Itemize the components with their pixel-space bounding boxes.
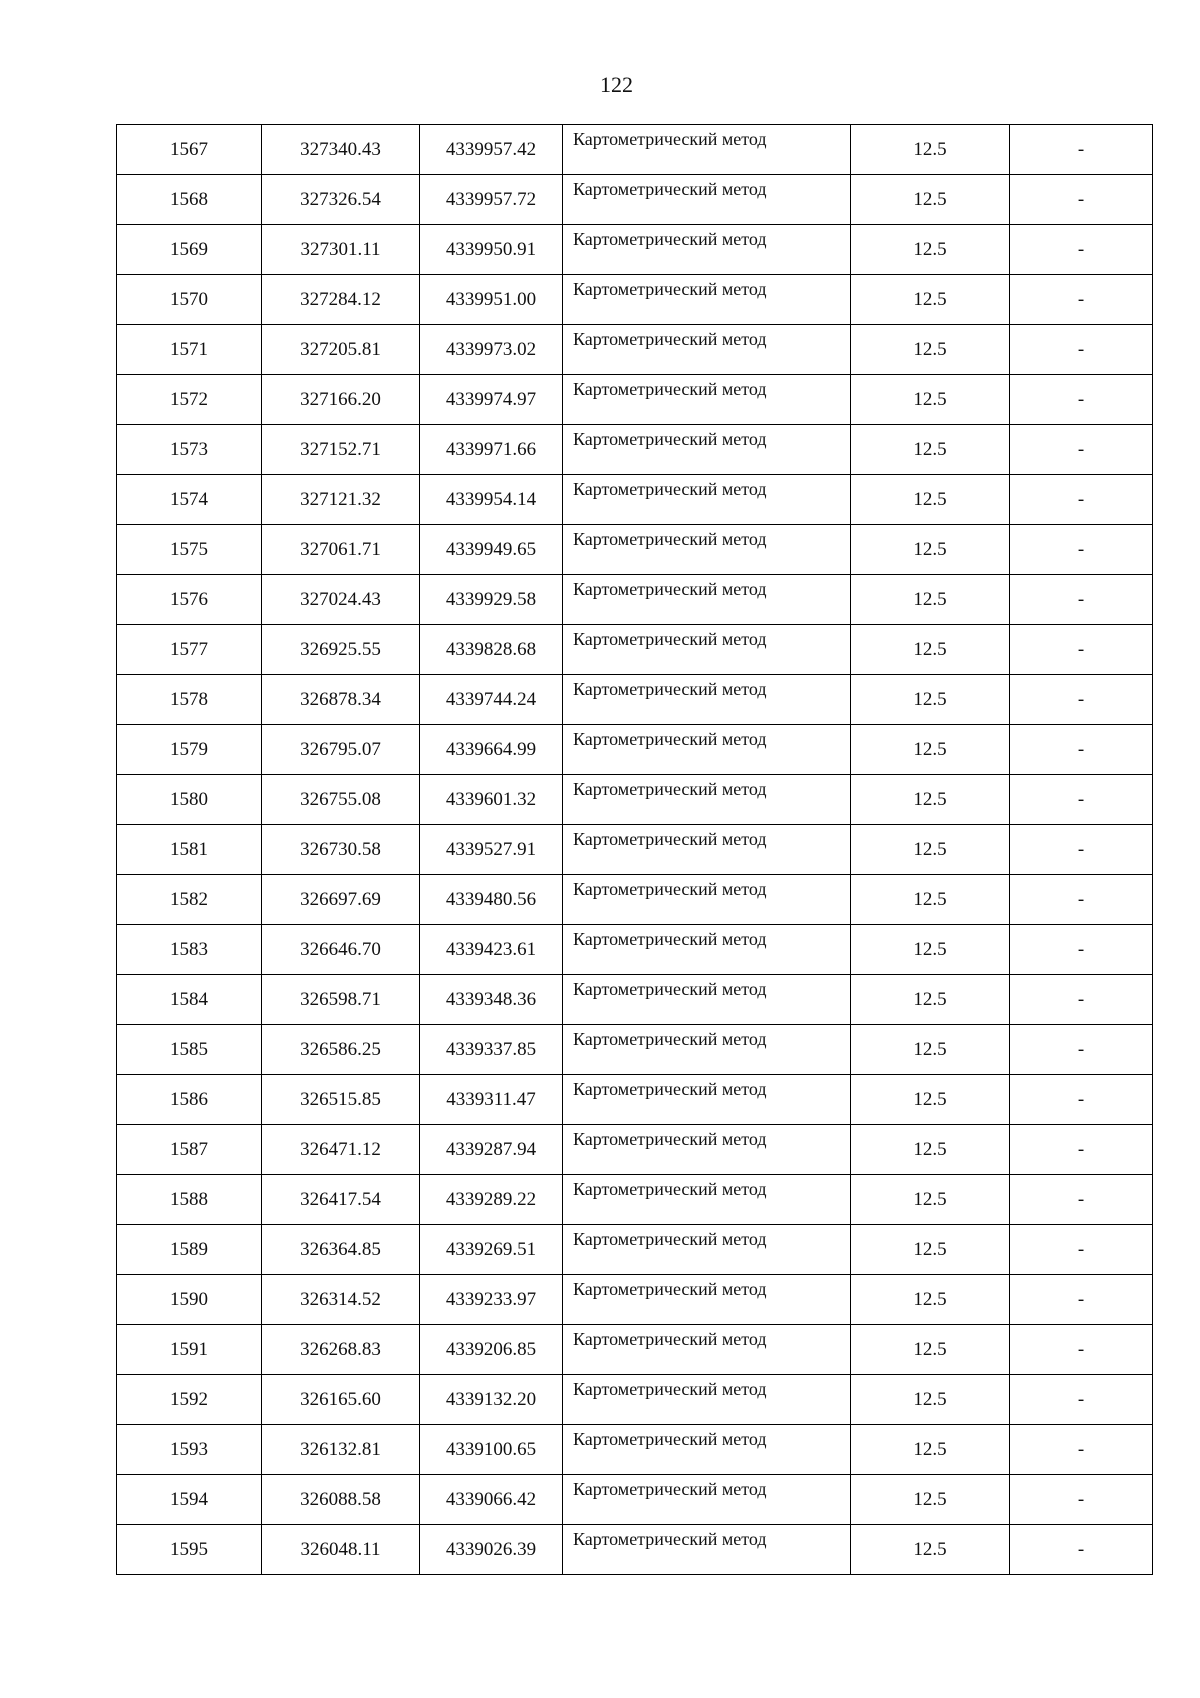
- point-number-cell: 1575: [117, 525, 262, 575]
- y-coordinate-cell: 4339951.00: [420, 275, 563, 325]
- x-coordinate-cell: 326515.85: [262, 1075, 420, 1125]
- note-cell: -: [1010, 1475, 1153, 1525]
- accuracy-cell: 12.5: [851, 1175, 1010, 1225]
- note-cell: -: [1010, 725, 1153, 775]
- note-cell: -: [1010, 1325, 1153, 1375]
- accuracy-cell: 12.5: [851, 1325, 1010, 1375]
- x-coordinate-cell: 326586.25: [262, 1025, 420, 1075]
- table-row: [117, 1125, 1153, 1175]
- method-cell: Картометрический метод: [563, 375, 851, 425]
- table-row: [117, 275, 1153, 325]
- accuracy-cell: 12.5: [851, 925, 1010, 975]
- note-cell: -: [1010, 825, 1153, 875]
- method-cell: Картометрический метод: [563, 1275, 851, 1325]
- note-cell: -: [1010, 1125, 1153, 1175]
- x-coordinate-cell: 326048.11: [262, 1525, 420, 1575]
- x-coordinate-cell: 326364.85: [262, 1225, 420, 1275]
- y-coordinate-cell: 4339132.20: [420, 1375, 563, 1425]
- y-coordinate-cell: 4339287.94: [420, 1125, 563, 1175]
- method-cell: Картометрический метод: [563, 575, 851, 625]
- method-cell: Картометрический метод: [563, 125, 851, 175]
- point-number-cell: 1579: [117, 725, 262, 775]
- note-cell: -: [1010, 975, 1153, 1025]
- table-row: [117, 675, 1153, 725]
- accuracy-cell: 12.5: [851, 425, 1010, 475]
- point-number-cell: 1593: [117, 1425, 262, 1475]
- y-coordinate-cell: 4339974.97: [420, 375, 563, 425]
- accuracy-cell: 12.5: [851, 575, 1010, 625]
- accuracy-cell: 12.5: [851, 1475, 1010, 1525]
- coordinates-table: [116, 124, 1153, 1575]
- note-cell: -: [1010, 425, 1153, 475]
- note-cell: -: [1010, 1225, 1153, 1275]
- accuracy-cell: 12.5: [851, 1125, 1010, 1175]
- x-coordinate-cell: 326314.52: [262, 1275, 420, 1325]
- table-row: [117, 475, 1153, 525]
- note-cell: -: [1010, 1525, 1153, 1575]
- y-coordinate-cell: 4339269.51: [420, 1225, 563, 1275]
- note-cell: -: [1010, 875, 1153, 925]
- y-coordinate-cell: 4339949.65: [420, 525, 563, 575]
- point-number-cell: 1568: [117, 175, 262, 225]
- accuracy-cell: 12.5: [851, 1025, 1010, 1075]
- method-cell: Картометрический метод: [563, 1325, 851, 1375]
- note-cell: -: [1010, 625, 1153, 675]
- method-cell: Картометрический метод: [563, 1475, 851, 1525]
- point-number-cell: 1582: [117, 875, 262, 925]
- method-cell: Картометрический метод: [563, 1125, 851, 1175]
- table-row: [117, 375, 1153, 425]
- accuracy-cell: 12.5: [851, 675, 1010, 725]
- method-cell: Картометрический метод: [563, 175, 851, 225]
- x-coordinate-cell: 327340.43: [262, 125, 420, 175]
- table-row: [117, 1025, 1153, 1075]
- x-coordinate-cell: 327121.32: [262, 475, 420, 525]
- method-cell: Картометрический метод: [563, 1075, 851, 1125]
- accuracy-cell: 12.5: [851, 525, 1010, 575]
- note-cell: -: [1010, 275, 1153, 325]
- y-coordinate-cell: 4339311.47: [420, 1075, 563, 1125]
- method-cell: Картометрический метод: [563, 925, 851, 975]
- y-coordinate-cell: 4339233.97: [420, 1275, 563, 1325]
- table-row: [117, 175, 1153, 225]
- y-coordinate-cell: 4339289.22: [420, 1175, 563, 1225]
- x-coordinate-cell: 326598.71: [262, 975, 420, 1025]
- x-coordinate-cell: 327024.43: [262, 575, 420, 625]
- x-coordinate-cell: 327061.71: [262, 525, 420, 575]
- point-number-cell: 1584: [117, 975, 262, 1025]
- x-coordinate-cell: 327326.54: [262, 175, 420, 225]
- table-row: [117, 625, 1153, 675]
- x-coordinate-cell: 327301.11: [262, 225, 420, 275]
- y-coordinate-cell: 4339664.99: [420, 725, 563, 775]
- note-cell: -: [1010, 225, 1153, 275]
- accuracy-cell: 12.5: [851, 225, 1010, 275]
- table-row: [117, 525, 1153, 575]
- page-number: 122: [600, 72, 633, 97]
- point-number-cell: 1578: [117, 675, 262, 725]
- table-row: [117, 325, 1153, 375]
- y-coordinate-cell: 4339527.91: [420, 825, 563, 875]
- y-coordinate-cell: 4339026.39: [420, 1525, 563, 1575]
- note-cell: -: [1010, 675, 1153, 725]
- method-cell: Картометрический метод: [563, 1525, 851, 1575]
- y-coordinate-cell: 4339957.72: [420, 175, 563, 225]
- point-number-cell: 1573: [117, 425, 262, 475]
- point-number-cell: 1592: [117, 1375, 262, 1425]
- table-row: [117, 1325, 1153, 1375]
- method-cell: Картометрический метод: [563, 225, 851, 275]
- accuracy-cell: 12.5: [851, 175, 1010, 225]
- accuracy-cell: 12.5: [851, 1075, 1010, 1125]
- method-cell: Картометрический метод: [563, 625, 851, 675]
- x-coordinate-cell: 326878.34: [262, 675, 420, 725]
- method-cell: Картометрический метод: [563, 1175, 851, 1225]
- point-number-cell: 1591: [117, 1325, 262, 1375]
- accuracy-cell: 12.5: [851, 825, 1010, 875]
- note-cell: -: [1010, 1175, 1153, 1225]
- x-coordinate-cell: 326471.12: [262, 1125, 420, 1175]
- y-coordinate-cell: 4339337.85: [420, 1025, 563, 1075]
- method-cell: Картометрический метод: [563, 1425, 851, 1475]
- note-cell: -: [1010, 925, 1153, 975]
- table-row: [117, 575, 1153, 625]
- accuracy-cell: 12.5: [851, 275, 1010, 325]
- x-coordinate-cell: 327152.71: [262, 425, 420, 475]
- accuracy-cell: 12.5: [851, 1425, 1010, 1475]
- point-number-cell: 1574: [117, 475, 262, 525]
- note-cell: -: [1010, 1375, 1153, 1425]
- note-cell: -: [1010, 1075, 1153, 1125]
- point-number-cell: 1576: [117, 575, 262, 625]
- x-coordinate-cell: 326088.58: [262, 1475, 420, 1525]
- point-number-cell: 1569: [117, 225, 262, 275]
- x-coordinate-cell: 326795.07: [262, 725, 420, 775]
- note-cell: -: [1010, 1275, 1153, 1325]
- note-cell: -: [1010, 1425, 1153, 1475]
- method-cell: Картометрический метод: [563, 475, 851, 525]
- method-cell: Картометрический метод: [563, 1025, 851, 1075]
- point-number-cell: 1588: [117, 1175, 262, 1225]
- x-coordinate-cell: 326730.58: [262, 825, 420, 875]
- table-row: [117, 925, 1153, 975]
- note-cell: -: [1010, 175, 1153, 225]
- method-cell: Картометрический метод: [563, 825, 851, 875]
- table-row: [117, 725, 1153, 775]
- x-coordinate-cell: 327205.81: [262, 325, 420, 375]
- x-coordinate-cell: 327166.20: [262, 375, 420, 425]
- table-row: [117, 875, 1153, 925]
- note-cell: -: [1010, 325, 1153, 375]
- x-coordinate-cell: 326268.83: [262, 1325, 420, 1375]
- point-number-cell: 1589: [117, 1225, 262, 1275]
- method-cell: Картометрический метод: [563, 675, 851, 725]
- accuracy-cell: 12.5: [851, 1525, 1010, 1575]
- accuracy-cell: 12.5: [851, 725, 1010, 775]
- accuracy-cell: 12.5: [851, 1225, 1010, 1275]
- method-cell: Картометрический метод: [563, 425, 851, 475]
- y-coordinate-cell: 4339971.66: [420, 425, 563, 475]
- point-number-cell: 1585: [117, 1025, 262, 1075]
- y-coordinate-cell: 4339954.14: [420, 475, 563, 525]
- point-number-cell: 1583: [117, 925, 262, 975]
- x-coordinate-cell: 326417.54: [262, 1175, 420, 1225]
- note-cell: -: [1010, 525, 1153, 575]
- table-row: [117, 825, 1153, 875]
- point-number-cell: 1587: [117, 1125, 262, 1175]
- method-cell: Картометрический метод: [563, 875, 851, 925]
- table-row: [117, 425, 1153, 475]
- table-row: [117, 1375, 1153, 1425]
- table-row: [117, 1525, 1153, 1575]
- table-row: [117, 975, 1153, 1025]
- table-row: [117, 1425, 1153, 1475]
- method-cell: Картометрический метод: [563, 525, 851, 575]
- accuracy-cell: 12.5: [851, 125, 1010, 175]
- method-cell: Картометрический метод: [563, 725, 851, 775]
- x-coordinate-cell: 327284.12: [262, 275, 420, 325]
- accuracy-cell: 12.5: [851, 775, 1010, 825]
- x-coordinate-cell: 326132.81: [262, 1425, 420, 1475]
- point-number-cell: 1571: [117, 325, 262, 375]
- x-coordinate-cell: 326925.55: [262, 625, 420, 675]
- note-cell: -: [1010, 575, 1153, 625]
- accuracy-cell: 12.5: [851, 475, 1010, 525]
- point-number-cell: 1567: [117, 125, 262, 175]
- y-coordinate-cell: 4339206.85: [420, 1325, 563, 1375]
- point-number-cell: 1581: [117, 825, 262, 875]
- x-coordinate-cell: 326697.69: [262, 875, 420, 925]
- method-cell: Картометрический метод: [563, 1225, 851, 1275]
- table-row: [117, 225, 1153, 275]
- x-coordinate-cell: 326755.08: [262, 775, 420, 825]
- table-row: [117, 1225, 1153, 1275]
- method-cell: Картометрический метод: [563, 275, 851, 325]
- x-coordinate-cell: 326165.60: [262, 1375, 420, 1425]
- point-number-cell: 1577: [117, 625, 262, 675]
- point-number-cell: 1590: [117, 1275, 262, 1325]
- y-coordinate-cell: 4339423.61: [420, 925, 563, 975]
- coordinates-table-body: [117, 125, 1153, 1575]
- method-cell: Картометрический метод: [563, 975, 851, 1025]
- point-number-cell: 1594: [117, 1475, 262, 1525]
- point-number-cell: 1580: [117, 775, 262, 825]
- accuracy-cell: 12.5: [851, 325, 1010, 375]
- accuracy-cell: 12.5: [851, 875, 1010, 925]
- x-coordinate-cell: 326646.70: [262, 925, 420, 975]
- y-coordinate-cell: 4339066.42: [420, 1475, 563, 1525]
- accuracy-cell: 12.5: [851, 625, 1010, 675]
- note-cell: -: [1010, 1025, 1153, 1075]
- y-coordinate-cell: 4339744.24: [420, 675, 563, 725]
- table-row: [117, 1075, 1153, 1125]
- point-number-cell: 1572: [117, 375, 262, 425]
- point-number-cell: 1586: [117, 1075, 262, 1125]
- y-coordinate-cell: 4339828.68: [420, 625, 563, 675]
- note-cell: -: [1010, 375, 1153, 425]
- y-coordinate-cell: 4339957.42: [420, 125, 563, 175]
- table-row: [117, 1475, 1153, 1525]
- y-coordinate-cell: 4339973.02: [420, 325, 563, 375]
- table-row: [117, 125, 1153, 175]
- y-coordinate-cell: 4339950.91: [420, 225, 563, 275]
- accuracy-cell: 12.5: [851, 1275, 1010, 1325]
- method-cell: Картометрический метод: [563, 775, 851, 825]
- table-row: [117, 1175, 1153, 1225]
- note-cell: -: [1010, 475, 1153, 525]
- point-number-cell: 1595: [117, 1525, 262, 1575]
- y-coordinate-cell: 4339100.65: [420, 1425, 563, 1475]
- method-cell: Картометрический метод: [563, 1375, 851, 1425]
- y-coordinate-cell: 4339480.56: [420, 875, 563, 925]
- method-cell: Картометрический метод: [563, 325, 851, 375]
- accuracy-cell: 12.5: [851, 375, 1010, 425]
- y-coordinate-cell: 4339601.32: [420, 775, 563, 825]
- table-row: [117, 775, 1153, 825]
- y-coordinate-cell: 4339929.58: [420, 575, 563, 625]
- point-number-cell: 1570: [117, 275, 262, 325]
- accuracy-cell: 12.5: [851, 975, 1010, 1025]
- note-cell: -: [1010, 125, 1153, 175]
- accuracy-cell: 12.5: [851, 1375, 1010, 1425]
- note-cell: -: [1010, 775, 1153, 825]
- table-row: [117, 1275, 1153, 1325]
- y-coordinate-cell: 4339348.36: [420, 975, 563, 1025]
